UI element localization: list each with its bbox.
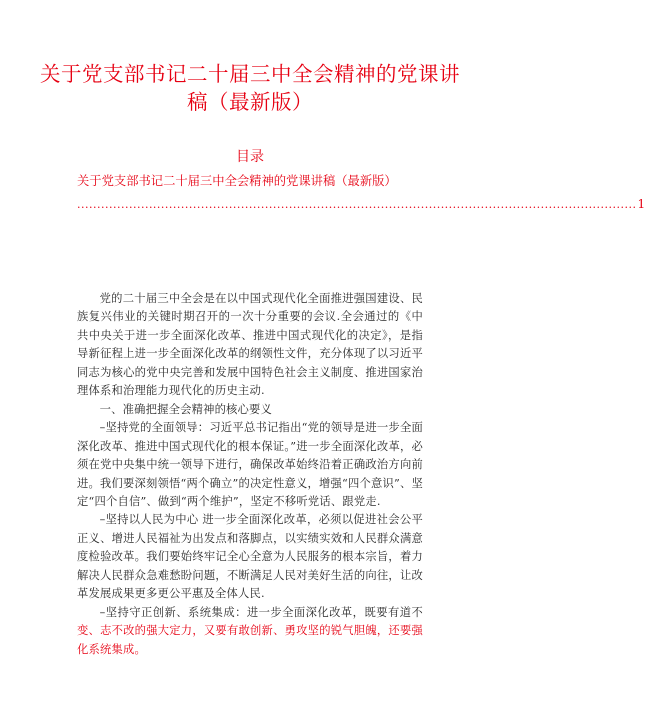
document-title: 关于党支部书记二十届三中全会精神的党课讲稿（最新版） [40,62,460,114]
toc-heading: 目录 [236,149,264,165]
highlighted-text: 变、志不改的强大定力，又要有敢创新、勇攻坚的锐气胆魄，还要强化系统集成。 [77,624,423,656]
toc-leader [77,195,645,211]
section-heading: 一、准确把握全会精神的核心要义 [99,402,273,416]
toc-page-number: 1 [637,197,645,211]
document-body [77,290,423,659]
toc-entry[interactable]: 关于党支部书记二十届三中全会精神的党课讲稿（最新版） [77,174,397,188]
body-paragraph: 党的二十届三中全会是在以中国式现代化全面推进强国建设、民族复兴伟业的关键时期召开的一次十分重要的会议.全会通过的《中共中央关于进一步全面深化改革、推进中国式现代化的决定》，是指导新征程上进一步全面深化改革的纲领性文件，充分体现了以习近平同志为核心的党中央完善和发展中国特色社会主义制度、推进国家治理体系和治理能力现代化的历史主动. [77,292,423,398]
body-paragraph [77,604,423,659]
body-paragraph: –坚持以人民为中心 进一步全面深化改革，必须以促进社会公平正义、增进人民福祉为出发点和落脚点，以实绩实效和人民群众满意度检验改革。我们要始终牢记全心全意为人民服务的根本宗旨，着力解决人民群众急难愁盼问题，不断满足人民对美好生活的向往，让改革发展成果更多更公平惠及全体人民. [77,513,423,601]
body-paragraph: –坚持党的全面领导：习近平总书记指出“党的领导是进一步全面深化改革、推进中国式现代化的根本保证。”进一步全面深化改革，必须在党中央集中统一领导下进行，确保改革始终沿着正确政治方向前进。我们要深刻领悟“两个确立”的决定性意义，增强“四个意识”、坚定“四个自信”、做到“两个维护”，坚定不移听党话、跟党走. [77,421,423,508]
paragraph-text: –坚持守正创新、系统集成：进一步全面深化改革，既要有道不 [99,605,423,619]
toc-leader-dots: ............................................................................................................................................ [77,198,637,211]
